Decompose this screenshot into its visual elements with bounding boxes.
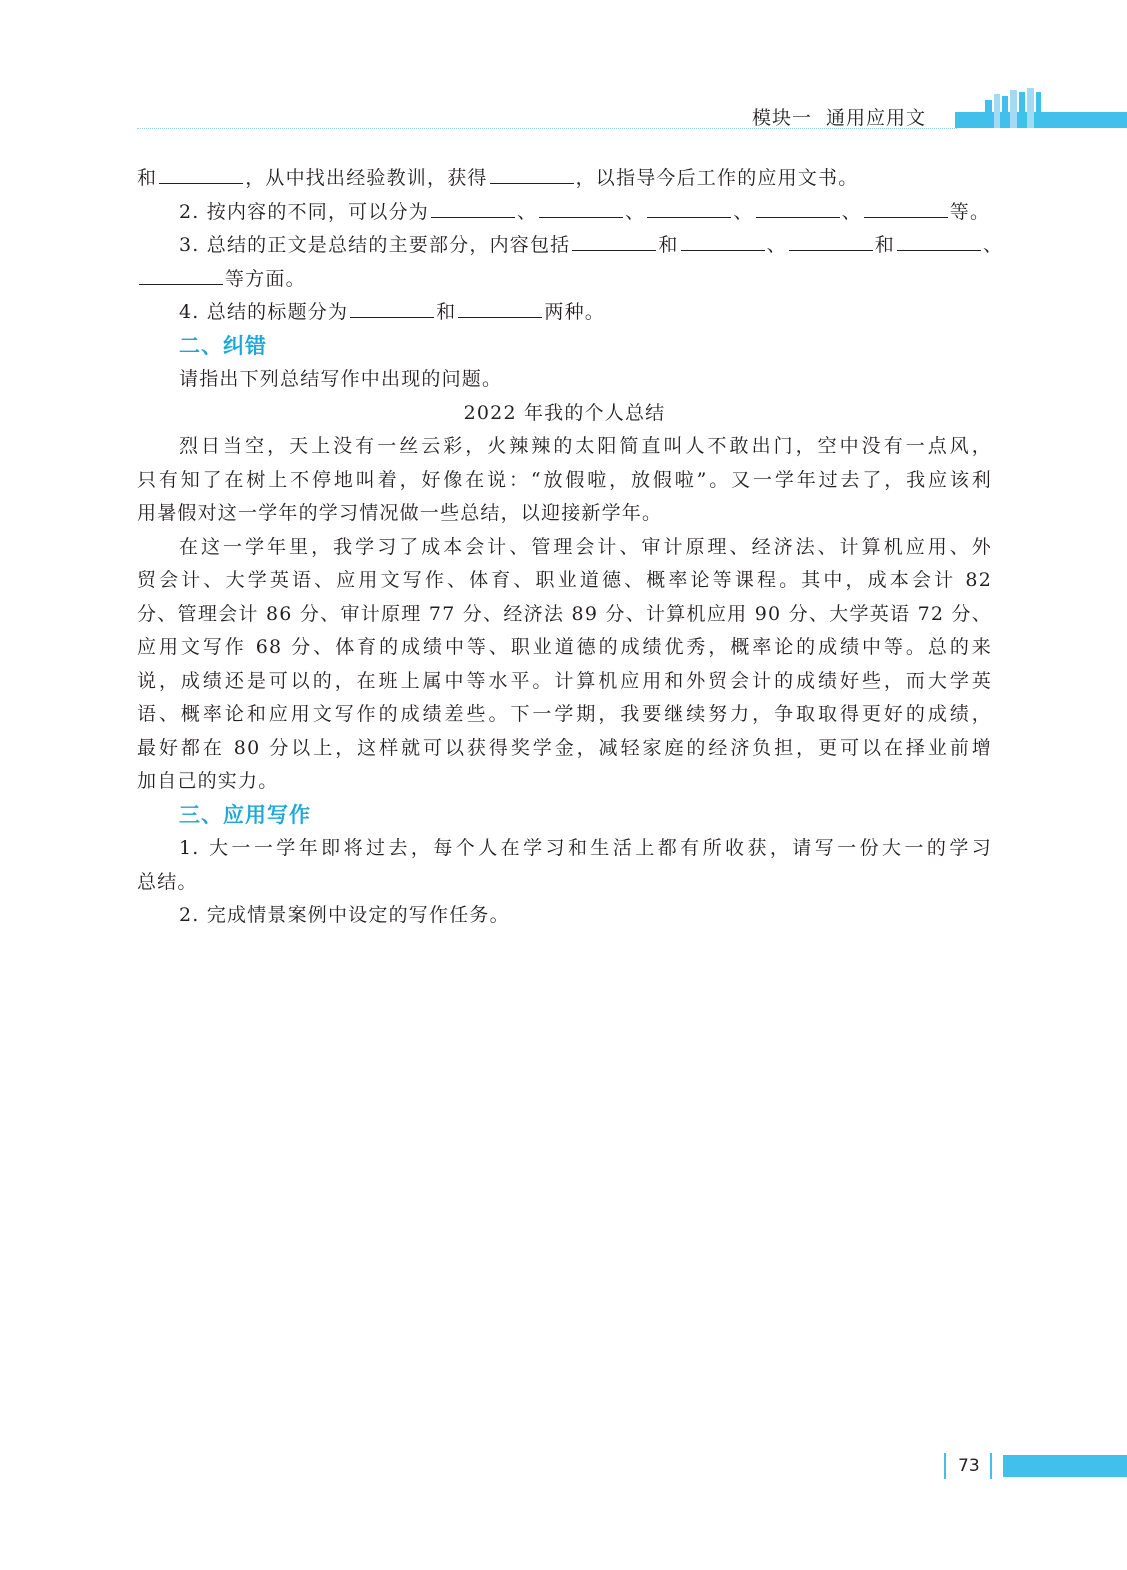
answer-blank[interactable]: [539, 199, 623, 218]
module-title: 通用应用文: [826, 107, 927, 129]
running-header: [752, 103, 926, 130]
header-color-bar: [955, 112, 1127, 128]
answer-blank[interactable]: [864, 199, 948, 218]
module-label: 模块一: [752, 107, 813, 129]
answer-blank[interactable]: [490, 165, 574, 184]
fill-in-continuation: 和 ，从中找出经验教训，获得 ，以指导今后工作的应用文书。: [137, 167, 859, 189]
footer-separator: [990, 1453, 992, 1479]
correction-instruction: 请指出下列总结写作中出现的问题。: [179, 368, 503, 390]
fill-in-question-4: 4. 总结的标题分为 和 两种。: [179, 301, 605, 323]
answer-blank[interactable]: [159, 165, 243, 184]
answer-blank[interactable]: [789, 232, 873, 251]
header-divider: [137, 128, 957, 129]
footer-color-bar: [1003, 1455, 1127, 1477]
page-content: [137, 162, 1004, 933]
essay-paragraph-1: 烈日当空，天上没有一丝云彩，火辣辣的太阳简直叫人不敢出门，空中没有一点风， 只有知了在树上不停地叫着，好像在说：“放假啦，放假啦”。又一学年过去了，我应该利 用暑假对这一学年的学习情况做一些总结，以迎接新学年。: [137, 435, 992, 524]
answer-blank[interactable]: [572, 232, 656, 251]
answer-blank[interactable]: [647, 199, 731, 218]
section-heading-correction: 二、纠错: [179, 333, 267, 358]
footer-separator: [944, 1453, 946, 1479]
answer-blank[interactable]: [350, 299, 434, 318]
answer-blank[interactable]: [458, 299, 542, 318]
answer-blank[interactable]: [897, 232, 981, 251]
answer-blank[interactable]: [431, 199, 515, 218]
section-heading-writing: 三、应用写作: [179, 802, 311, 827]
essay-title: 2022 年我的个人总结: [463, 401, 666, 424]
fill-in-question-2: 2. 按内容的不同，可以分为 、 、 、 、 等。: [179, 200, 991, 223]
answer-blank[interactable]: [756, 199, 840, 218]
fill-in-question-3-cont: 等方面。: [137, 263, 992, 297]
writing-task-1: 1. 大一一学年即将过去，每个人在学习和生活上都有所收获，请写一份大一的学习 总结。: [137, 837, 992, 893]
answer-blank[interactable]: [139, 266, 223, 285]
page-number: 73: [958, 1456, 980, 1476]
writing-task-2: 2. 完成情景案例中设定的写作任务。: [179, 904, 510, 926]
answer-blank[interactable]: [681, 232, 765, 251]
essay-paragraph-2: 在这一学年里，我学习了成本会计、管理会计、审计原理、经济法、计算机应用、外 贸会计、大学英语、应用文写作、体育、职业道德、概率论等课程。其中，成本会计 82 分、管理会计 86 分、审计原理 77 分、经济法 89 分、计算机应用 90 分、大学英语 72 分、 应用文写作 68 分、体育的成绩中等、职业道德的成绩优秀，概率论的成绩中等。总的来 说，成绩还是可以的，在班上属中等水平。计算机应用和外贸会计的成绩好些，而大学英 语、概率论和应用文写作的成绩差些。下一学期，我要继续努力，争取取得更好的成绩， 最好都在 80 分以上，这样就可以获得奖学金，减轻家庭的经济负担，更可以在择业前增 加自己的实力。: [137, 535, 992, 792]
fill-in-question-3: 3. 总结的正文是总结的主要部分，内容包括 和 、 和 、: [179, 234, 1004, 256]
